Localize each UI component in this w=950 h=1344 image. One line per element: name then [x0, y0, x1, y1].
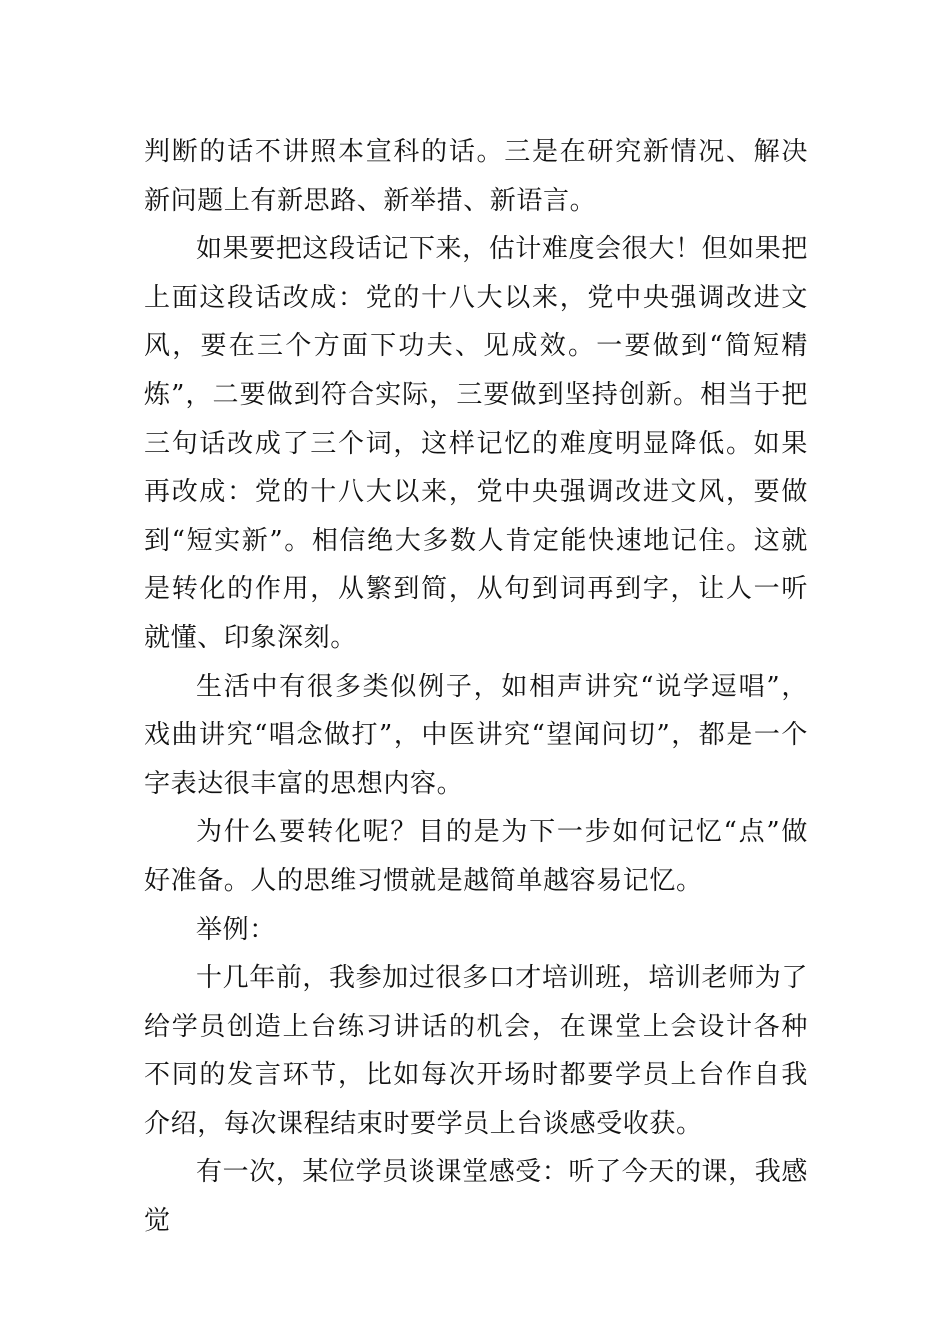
paragraph-conversion-example: 如果要把这段话记下来，估计难度会很大！但如果把上面这段话改成：党的十八大以来，党中央强调改进文风，要在三个方面下功夫、见成效。一要做到“简短精炼”，二要做到符合实际，三要做到坚持创新。相当于把三句话改成了三个词，这样记忆的难度明显降低。如果再改成：党的十八大以来，党中央强调改进文风，要做到“短实新”。相信绝大多数人肯定能快速地记住。这就是转化的作用，从繁到简，从句到词再到字，让人一听就懂、印象深刻。	[144, 234, 808, 653]
paragraph-continuation: 判断的话不讲照本宣科的话。三是在研究新情况、解决新问题上有新思路、新举措、新语言。	[144, 137, 808, 216]
paragraph-student-feedback: 有一次，某位学员谈课堂感受：听了今天的课，我感觉	[144, 1157, 808, 1237]
document-page	[144, 128, 808, 1246]
paragraph-training-class: 十几年前，我参加过很多口才培训班，培训老师为了给学员创造上台练习讲话的机会，在课堂上会设计各种不同的发言环节，比如每次开场时都要学员上台作自我介绍，每次课程结束时要学员上台谈感受收获。	[144, 963, 808, 1139]
paragraph-why-convert: 为什么要转化呢？目的是为下一步如何记忆“点”做好准备。人的思维习惯就是越简单越容易记忆。	[144, 817, 808, 896]
paragraph-example-heading: 举例：	[196, 914, 276, 945]
paragraph-life-examples: 生活中有很多类似例子，如相声讲究“说学逗唱”，戏曲讲究“唱念做打”，中医讲究“望闻问切”，都是一个字表达很丰富的思想内容。	[144, 671, 808, 799]
